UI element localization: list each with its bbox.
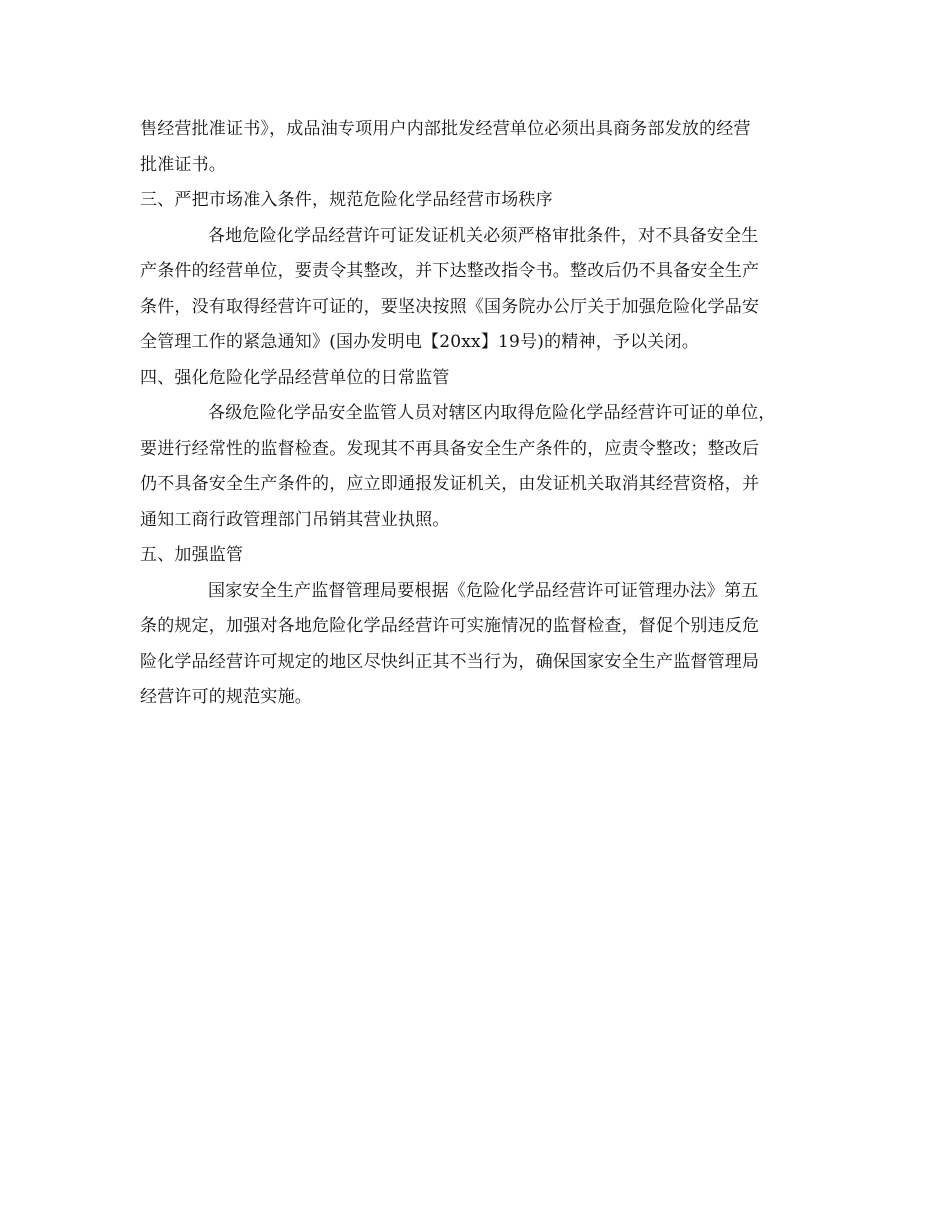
text-line-17: 经营许可的规范实施。 [140,687,312,707]
text-line-16: 险化学品经营许可规定的地区尽快纠正其不当行为，确保国家安全生产监督管理局 [140,651,760,672]
text-line-9: 各级危险化学品安全监管人员对辖区内取得危险化学品经营许可证的单位， [208,403,776,423]
text-line-7: 全管理工作的紧急通知》(国办发明电【20xx】19号)的精神，予以关闭。 [140,332,699,352]
document-body [140,112,820,716]
text-line-4: 各地危险化学品经营许可证发证机关必须严格审批条件，对不具备安全生 [208,225,759,246]
text-line-15: 条的规定，加强对各地危险化学品经营许可实施情况的监督检查，督促个别违反危 [140,616,760,636]
text-line-12: 通知工商行政管理部门吊销其营业执照。 [140,509,450,530]
section-heading-4: 四、强化危险化学品经营单位的日常监管 [140,367,450,388]
text-line-14: 国家安全生产监督管理局要根据《危险化学品经营许可证管理办法》第五 [208,580,759,601]
text-line-5: 产条件的经营单位，要责令其整改，并下达整改指令书。整改后仍不具备安全生产 [140,261,760,281]
section-heading-3: 三、严把市场准入条件，规范危险化学品经营市场秩序 [140,190,553,210]
text-line-11: 仍不具备安全生产条件的，应立即通报发证机关，由发证机关取消其经营资格，并 [140,474,760,494]
section-heading-5: 五、加强监管 [140,545,244,565]
text-line-6: 条件，没有取得经营许可证的，要坚决按照《国务院办公厅关于加强危险化学品安 [140,296,760,317]
text-line-10: 要进行经常性的监督检查。发现其不再具备安全生产条件的，应责令整改；整改后 [140,438,760,459]
text-line-1: 售经营批准证书》，成品油专项用户内部批发经营单位必须出具商务部发放的经营 [140,119,751,139]
text-line-2: 批准证书。 [140,154,226,175]
